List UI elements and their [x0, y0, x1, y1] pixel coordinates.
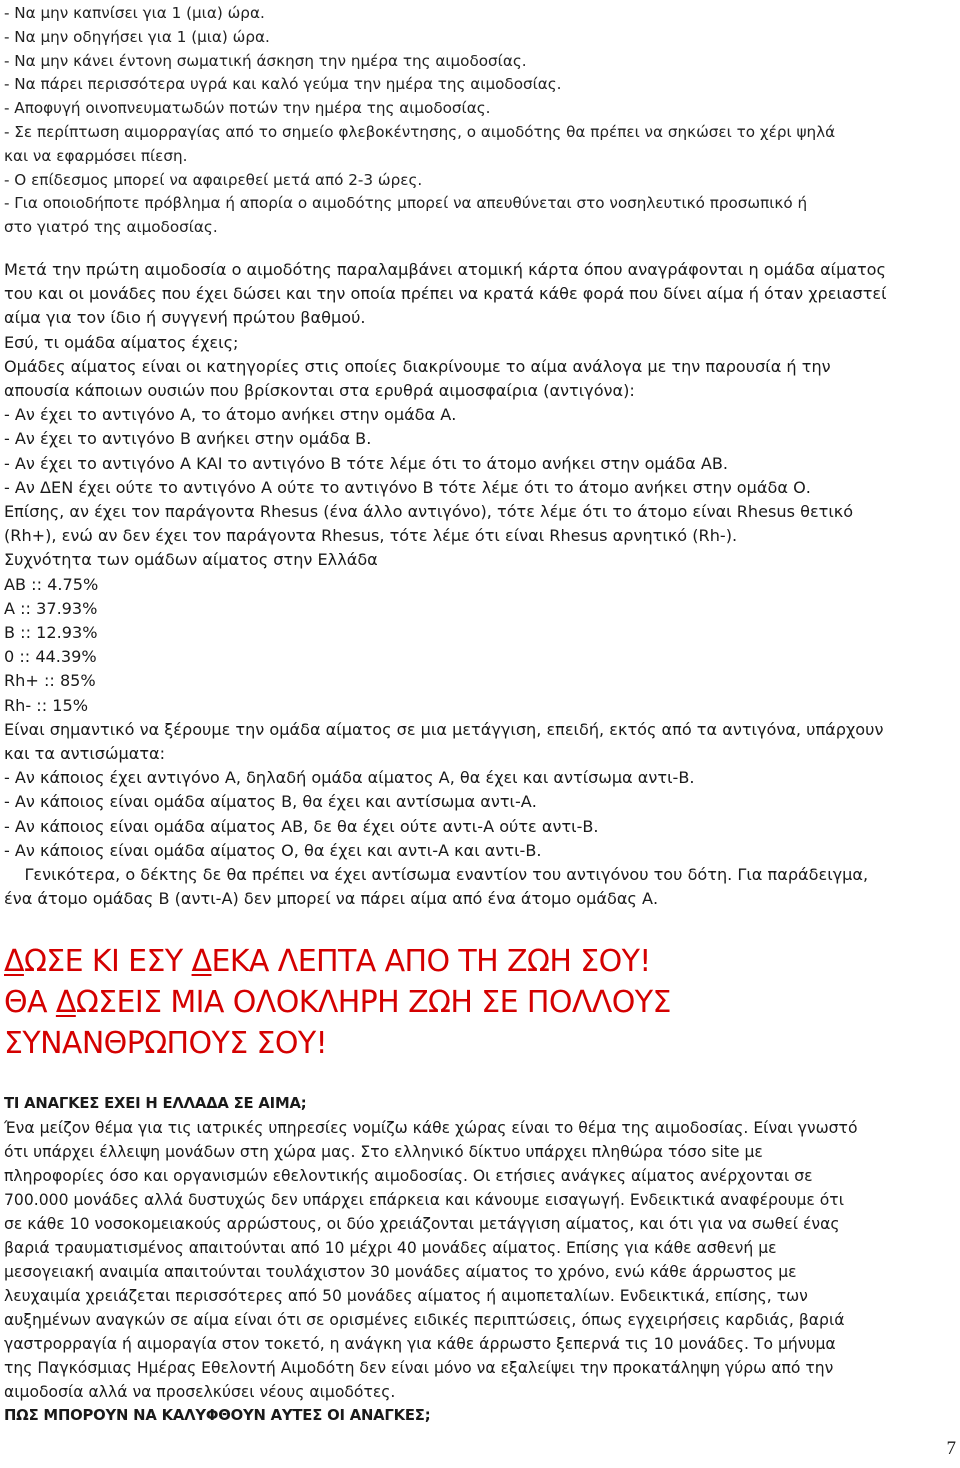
text-line: ένα άτομο ομάδας Β (αντι-Α) δεν μπορεί να πάρει αίμα από ένα άτομο ομάδας Α. — [4, 889, 659, 909]
frequency-rh-negative: Rh- :: 15% — [4, 695, 89, 715]
text-line: της Παγκόσμιας Ημέρας Εθελοντή Αιμοδότη δεν είναι μόνο να εξαλείψει την προκατάληψη γύρω από την — [4, 1359, 834, 1378]
text-line: Γενικότερα, ο δέκτης δε θα πρέπει να έχει αντίσωμα εναντίον του αντιγόνου του δότη. Για παράδειγμα, — [4, 865, 869, 885]
list-item: - Να μην οδηγήσει για 1 (μια) ώρα. — [4, 27, 270, 46]
frequency-o: 0 :: 44.39% — [4, 647, 97, 667]
text-line: απουσία κάποιων ουσιών που βρίσκονται στα ερυθρά αιμοσφαίρια (αντιγόνα): — [4, 380, 635, 400]
slogan-text: ΩΣΕ ΚΙ ΕΣΥ — [23, 944, 192, 980]
list-item: - Για οποιοδήποτε πρόβλημα ή απορία ο αιμοδότης μπορεί να απευθύνεται στο νοσηλευτικό προσωπικό ή — [4, 194, 808, 213]
section-heading: ΠΩΣ ΜΠΟΡΟΥΝ ΝΑ ΚΑΛΥΦΘΟΥΝ ΑΥΤΕΣ ΟΙ ΑΝΑΓΚΕΣ; — [4, 1407, 431, 1425]
slogan — [4, 941, 958, 1064]
text-line: του και οι μονάδες που έχει δώσει και την οποία πρέπει να κρατά κάθε φορά που δίνει αίμα ή όταν χρειαστεί — [4, 284, 887, 304]
slogan-text: ΕΚΑ ΛΕΠΤΑ ΑΠΟ ΤΗ ΖΩΗ ΣΟΥ! — [211, 944, 651, 980]
slogan-underlined-letter: Δ — [55, 985, 76, 1021]
frequency-a: Α :: 37.93% — [4, 598, 98, 618]
text-line: - Αν ΔΕΝ έχει ούτε το αντιγόνο Α ούτε το αντιγόνο Β τότε λέμε ότι το άτομο ανήκει στην ομάδα Ο. — [4, 477, 811, 497]
list-item: - Ο επίδεσμος μπορεί να αφαιρεθεί μετά από 2-3 ώρες. — [4, 170, 423, 189]
text-line: - Αν κάποιος έχει αντιγόνο Α, δηλαδή ομάδα αίματος Α, θα έχει και αντίσωμα αντι-Β. — [4, 768, 695, 788]
list-item: - Να πάρει περισσότερα υγρά και καλό γεύμα την ημέρα της αιμοδοσίας. — [4, 75, 562, 94]
list-item: στο γιατρό της αιμοδοσίας. — [4, 218, 218, 237]
text-line: Ομάδες αίματος είναι οι κατηγορίες στις οποίες διακρίνουμε το αίμα ανάλογα με την παρουσία ή την — [4, 356, 831, 376]
text-line: αυξημένων αναγκών σε αίμα είναι ότι σε ορισμένες ειδικές περιπτώσεις, όπως εγχειρήσεις καρδιάς, βαριά — [4, 1311, 845, 1330]
text-line: Επίσης, αν έχει τον παράγοντα Rhesus (ένα άλλο αντιγόνο), τότε λέμε ότι το άτομο είναι Rhesus θετικό — [4, 502, 854, 521]
text-line: Μετά την πρώτη αιμοδοσία ο αιμοδότης παραλαμβάνει ατομική κάρτα όπου αναγράφονται η ομάδα αίματος — [4, 259, 886, 279]
text-line: ότι υπάρχει έλλειψη μονάδων στη χώρα μας. Στο ελληνικό δίκτυο υπάρχει πληθώρα τόσο site με — [4, 1143, 763, 1162]
page-number: 7 — [946, 1438, 956, 1459]
blood-types-section — [4, 258, 958, 911]
frequency-rh-positive: Rh+ :: 85% — [4, 671, 96, 691]
needs-section — [4, 1092, 958, 1428]
list-item: - Σε περίπτωση αιμορραγίας από το σημείο φλεβοκέντησης, ο αιμοδότης θα πρέπει να σηκώσει το χέρι ψηλά — [4, 122, 836, 141]
text-line: αίμα για τον ίδιο ή συγγενή πρώτου βαθμού. — [4, 308, 366, 328]
text-line: Είναι σημαντικό να ξέρουμε την ομάδα αίματος σε μια μετάγγιση, επειδή, εκτός από τα αντιγόνα, υπάρχουν — [4, 719, 884, 739]
text-line: και τα αντισώματα: — [4, 744, 166, 764]
slogan-line-1 — [4, 941, 958, 982]
list-item: - Αποφυγή οινοπνευματωδών ποτών την ημέρα της αιμοδοσίας. — [4, 99, 491, 118]
slogan-underlined-letter: Δ — [191, 944, 212, 980]
text-line: αιμοδοσία αλλά να προσελκύσει νέους αιμοδότες. — [4, 1383, 396, 1402]
text-line: - Αν κάποιος είναι ομάδα αίματος Ο, θα έχει και αντι-Α και αντι-Β. — [4, 840, 542, 860]
text-line: - Αν κάποιος είναι ομάδα αίματος Β, θα έχει και αντίσωμα αντι-Α. — [4, 792, 537, 812]
text-line: - Αν κάποιος είναι ομάδα αίματος ΑΒ, δε θα έχει ούτε αντι-Α ούτε αντι-Β. — [4, 816, 599, 836]
text-line: βαριά τραυματισμένος απαιτούνται από 10 μέχρι 40 μονάδες αίματος. Επίσης για κάθε ασθενή με — [4, 1239, 777, 1258]
frequency-heading: Συχνότητα των ομάδων αίματος στην Ελλάδα — [4, 550, 378, 570]
text-line: γαστρορραγία ή αιμοραγία στον τοκετό, η ανάγκη για κάθε άρρωστο ξεπερνά τις 10 μονάδες. Το μήνυμα — [4, 1335, 836, 1354]
frequency-ab: ΑΒ :: 4.75% — [4, 574, 99, 594]
slogan-line-3: ΣΥΝΑΝΘΡΩΠΟΥΣ ΣΟΥ! — [4, 1026, 328, 1062]
frequency-b: Β :: 12.93% — [4, 623, 98, 643]
text-line: - Αν έχει το αντιγόνο Α ΚΑΙ το αντιγόνο Β τότε λέμε ότι το άτομο ανήκει στην ομάδα ΑΒ. — [4, 453, 728, 473]
donor-instructions-list — [4, 0, 958, 240]
text-line: - Αν έχει το αντιγόνο Β ανήκει στην ομάδα Β. — [4, 429, 372, 449]
slogan-line-2 — [4, 982, 958, 1023]
text-line: μεσογειακή αναιμία απαιτούνται τουλάχιστον 30 μονάδες αίματος το χρόνο, ενώ κάθε άρρωστος με — [4, 1263, 797, 1282]
text-line: - Αν έχει το αντιγόνο Α, το άτομο ανήκει στην ομάδα Α. — [4, 405, 457, 425]
text-line: (Rh+), ενώ αν δεν έχει τον παράγοντα Rhesus, τότε λέμε ότι είναι Rhesus αρνητικό (Rh-). — [4, 526, 738, 546]
text-line: σε κάθε 10 νοσοκομειακούς αρρώστους, οι δύο χρειάζονται μετάγγιση αίματος, και ότι για να σωθεί ένας — [4, 1215, 840, 1234]
list-item: - Να μην καπνίσει για 1 (μια) ώρα. — [4, 4, 265, 22]
text-line: Εσύ, τι ομάδα αίματος έχεις; — [4, 332, 239, 352]
text-line: πληροφορίες όσο και οργανισμών εθελοντικής αιμοδοσίας. Οι ετήσιες ανάγκες αίματος ανέρχονται σε — [4, 1167, 813, 1186]
slogan-text: ΘΑ — [4, 985, 56, 1021]
document-page — [4, 0, 958, 1428]
slogan-text: ΩΣΕΙΣ ΜΙΑ ΟΛΟΚΛΗΡΗ ΖΩΗ ΣΕ ΠΟΛΛΟΥΣ — [75, 985, 671, 1021]
text-line: λευχαιμία χρειάζεται περισσότερες από 50 μονάδες αίματος ή αιμοπεταλίων. Ενδεικτικά, επίσης, των — [4, 1287, 808, 1306]
text-line: 700.000 μονάδες αλλά δυστυχώς δεν υπάρχει επάρκεια και κάνουμε εισαγωγή. Ενδεικτικά αναφέρουμε ότι — [4, 1191, 844, 1210]
section-heading: ΤΙ ΑΝΑΓΚΕΣ ΕΧΕΙ Η ΕΛΛΑΔΑ ΣΕ ΑΙΜΑ; — [4, 1095, 307, 1113]
list-item: και να εφαρμόσει πίεση. — [4, 146, 188, 165]
list-item: - Να μην κάνει έντονη σωματική άσκηση την ημέρα της αιμοδοσίας. — [4, 51, 527, 70]
text-line: Ένα μείζον θέμα για τις ιατρικές υπηρεσίες νομίζω κάθε χώρας είναι το θέμα της αιμοδοσίας. Είναι γνωστό — [4, 1119, 858, 1138]
slogan-underlined-letter: Δ — [4, 944, 24, 980]
